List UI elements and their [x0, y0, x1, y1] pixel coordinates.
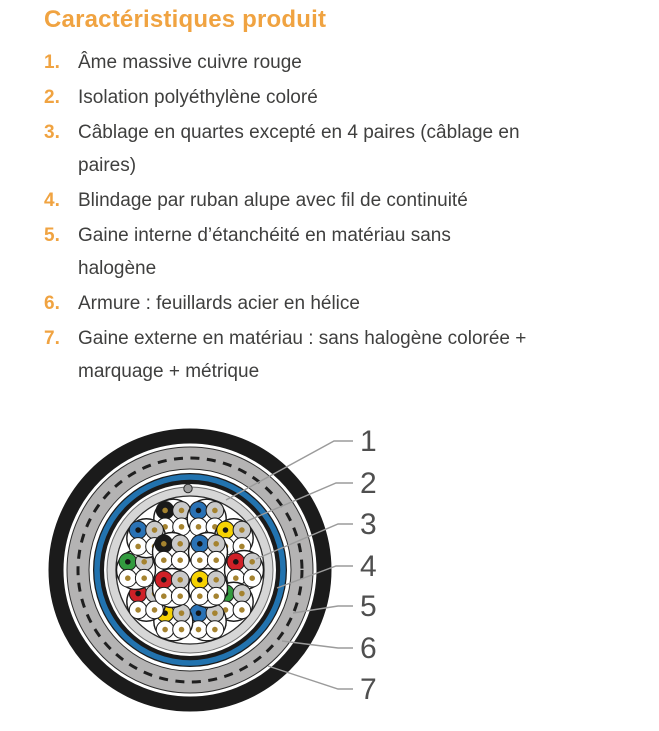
conductor-dot	[135, 591, 141, 597]
conductor-dot	[135, 544, 141, 550]
conductor-dot	[162, 627, 168, 633]
conductor-dot	[177, 577, 183, 583]
conductor-dot	[162, 508, 168, 514]
conductor-dot	[239, 591, 245, 597]
conductor-dot	[197, 593, 203, 599]
conductor-dot	[196, 524, 202, 530]
conductor-dot	[213, 541, 219, 547]
callout-label-3: 3	[360, 508, 377, 541]
callout-label-1: 1	[360, 425, 377, 458]
conductor-dot	[177, 541, 183, 547]
conductor-dot	[239, 544, 245, 550]
feature-text: Armure : feuillards acier en hélice	[78, 293, 360, 314]
conductor-dot	[212, 610, 218, 616]
conductor-dot	[212, 508, 218, 514]
feature-text: Gaine interne d’étanchéité en matériau sans halogène	[78, 225, 451, 279]
cable-diagram-container	[0, 415, 659, 731]
conductor-dot	[125, 559, 131, 565]
conductor-dot	[239, 527, 245, 533]
feature-text: Gaine externe en matériau : sans halogène colorée + marquage + métrique	[78, 328, 527, 382]
conductor-dot	[152, 527, 158, 533]
feature-item	[44, 219, 612, 285]
page-title	[44, 6, 326, 34]
quad-black	[153, 533, 192, 572]
conductor-dot	[141, 559, 147, 565]
quad-blue	[189, 533, 228, 572]
conductor-dot	[239, 607, 245, 613]
callout-label-4: 4	[360, 550, 377, 583]
conductor-dot	[161, 593, 167, 599]
conductor-dot	[196, 508, 202, 514]
feature-number: 7.	[44, 328, 60, 349]
callout-line-4	[277, 566, 353, 588]
callout-label-7: 7	[360, 673, 377, 706]
conductor-dot	[161, 577, 167, 583]
feature-item	[44, 322, 612, 388]
feature-number: 4.	[44, 190, 60, 211]
conductor-dot	[179, 610, 185, 616]
conductor-dot	[179, 524, 185, 530]
feature-text: Isolation polyéthylène coloré	[78, 87, 318, 108]
callout-label-5: 5	[360, 590, 377, 623]
conductor-dot	[249, 559, 255, 565]
quad-red	[153, 569, 192, 608]
conductor-dot	[213, 577, 219, 583]
feature-text: Âme massive cuivre rouge	[78, 52, 302, 73]
conductor-dot	[197, 557, 203, 563]
conductor-dot	[197, 577, 203, 583]
feature-text: Câblage en quartes excepté en 4 paires (câblage en paires)	[78, 122, 520, 176]
conductor-dot	[233, 575, 239, 581]
conductor-dot	[177, 593, 183, 599]
page-title-text: Caractéristiques produit	[44, 6, 327, 33]
feature-number: 5.	[44, 225, 60, 246]
conductor-dot	[179, 627, 185, 633]
feature-number: 1.	[44, 52, 60, 73]
quad-yellow	[189, 569, 228, 608]
feature-item	[44, 81, 612, 114]
feature-number: 3.	[44, 122, 60, 143]
feature-list	[44, 46, 612, 390]
conductor-dot	[141, 575, 147, 581]
conductor-dot	[249, 575, 255, 581]
feature-number: 2.	[44, 87, 60, 108]
feature-text: Blindage par ruban alupe avec fil de continuité	[78, 190, 468, 211]
conductor-dot	[135, 527, 141, 533]
continuity-wire-dot	[184, 484, 192, 492]
conductor-dot	[179, 508, 185, 514]
feature-number: 6.	[44, 293, 60, 314]
conductor-dot	[213, 593, 219, 599]
conductor-dot	[212, 627, 218, 633]
conductor-dot	[135, 607, 141, 613]
conductor-dot	[197, 541, 203, 547]
conductor-dot	[213, 557, 219, 563]
conductor-dot	[152, 607, 158, 613]
feature-item	[44, 46, 612, 79]
conductor-dot	[196, 610, 202, 616]
feature-item	[44, 287, 612, 320]
conductor-dot	[223, 527, 229, 533]
conductor-dot	[161, 557, 167, 563]
conductor-dot	[161, 541, 167, 547]
callout-label-6: 6	[360, 632, 377, 665]
cable-cross-section-diagram	[0, 415, 659, 731]
conductor-dot	[196, 627, 202, 633]
conductor-dot	[177, 557, 183, 563]
feature-item	[44, 116, 612, 182]
conductor-dot	[125, 575, 131, 581]
conductor-dot	[233, 559, 239, 565]
callout-label-2: 2	[360, 467, 377, 500]
feature-item	[44, 184, 612, 217]
